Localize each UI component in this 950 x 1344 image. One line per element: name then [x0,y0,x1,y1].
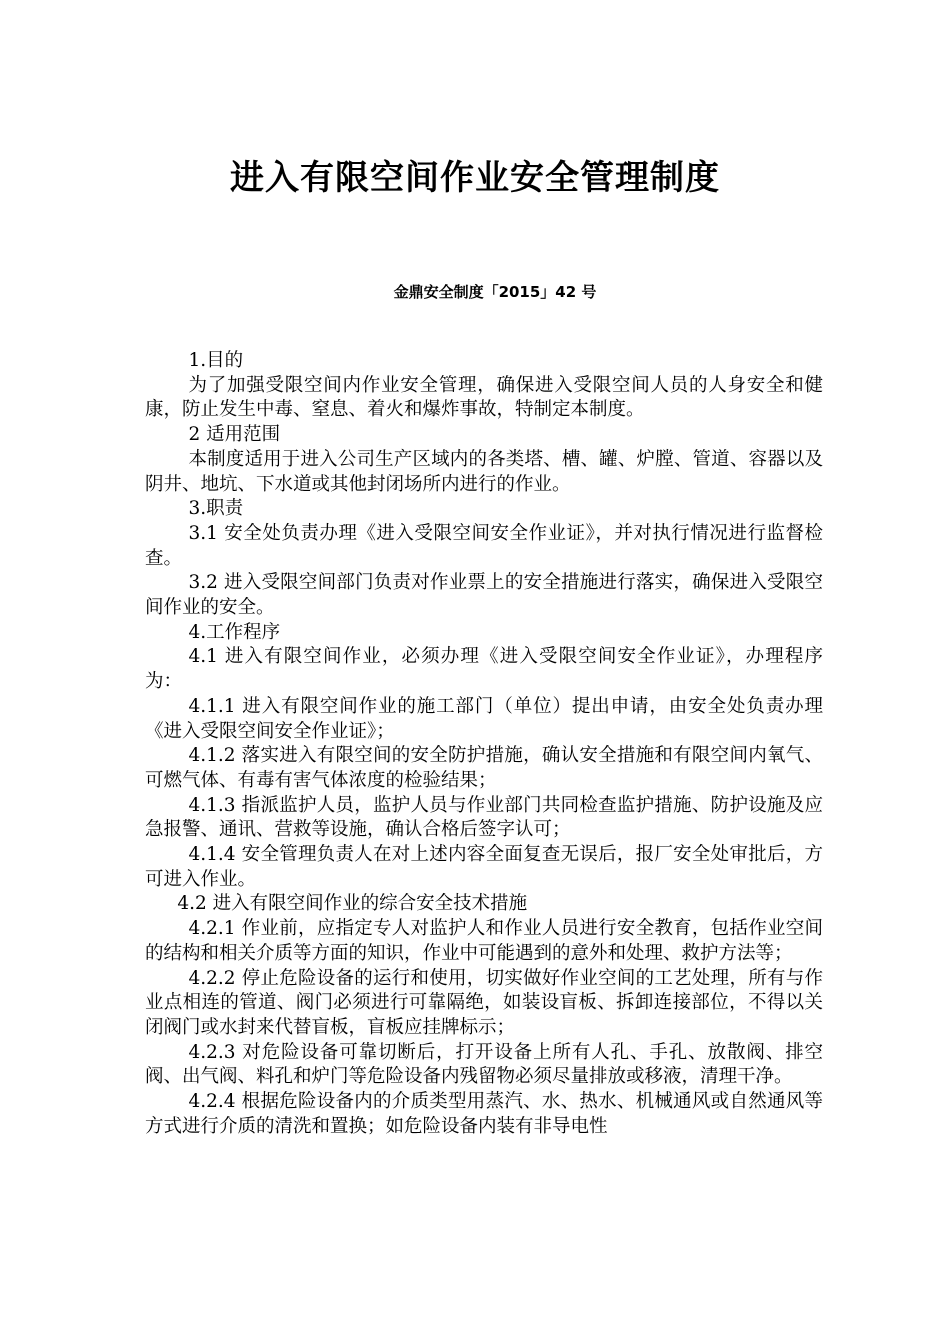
paragraph: 3.2 进入受限空间部门负责对作业票上的安全措施进行落实，确保进入受限空间作业的安全。 [145,572,823,619]
section-heading: 2 适用范围 [188,424,281,446]
paragraph: 4.1.3 指派监护人员，监护人员与作业部门共同检查监护措施、防护设施及应急报警、通讯、营救等设施，确认合格后签字认可； [145,794,823,841]
paragraph: 4.2.4 根据危险设备内的介质类型用蒸汽、水、热水、机械通风或自然通风等方式进行介质的清洗和置换；如危险设备内装有非导电性 [145,1091,823,1137]
section-heading: 1.目的 [188,350,244,371]
section-heading: 3.职责 [188,498,244,520]
document-body [145,349,823,1140]
paragraph: 4.1.4 安全管理负责人在对上述内容全面复查无误后，报厂安全处审批后，方可进入作业。 [145,844,823,890]
paragraph: 为了加强受限空间内作业安全管理，确保进入受限空间人员的人身安全和健康，防止发生中毒、窒息、着火和爆炸事故，特制定本制度。 [145,374,823,421]
subsection-heading: 4.2 进入有限空间作业的综合安全技术措施 [177,893,528,915]
paragraph: 4.2.1 作业前，应指定专人对监护人和作业人员进行安全教育，包括作业空间的结构和相关介质等方面的知识，作业中可能遇到的意外和处理、救护方法等； [145,918,823,964]
paragraph: 4.1.1 进入有限空间作业的施工部门（单位）提出申请，由安全处负责办理《进入受限空间安全作业证》； [145,695,823,742]
paragraph: 3.1 安全处负责办理《进入受限空间安全作业证》，并对执行情况进行监督检查。 [145,522,823,569]
paragraph: 4.1.2 落实进入有限空间的安全防护措施，确认安全措施和有限空间内氧气、可燃气体、有毒有害气体浓度的检验结果； [145,745,823,791]
paragraph: 4.2.2 停止危险设备的运行和使用，切实做好作业空间的工艺处理，所有与作业点相连的管道、阀门必须进行可靠隔绝，如装设盲板、拆卸连接部位，不得以关闭阀门或水封来代替盲板，盲板应挂牌标示； [145,967,823,1038]
document-number: 金鼎安全制度「2015」42 号 [393,283,597,301]
paragraph: 4.2.3 对危险设备可靠切断后，打开设备上所有人孔、手孔、放散阀、排空阀、出气阀、料孔和炉门等危险设备内残留物必须尽量排放或移液，清理干净。 [145,1041,823,1088]
section-heading: 4.工作程序 [188,621,281,643]
document-title: 进入有限空间作业安全管理制度 [230,158,720,198]
paragraph: 4.1 进入有限空间作业，必须办理《进入受限空间安全作业证》，办理程序为： [145,646,823,693]
paragraph: 本制度适用于进入公司生产区域内的各类塔、槽、罐、炉膛、管道、容器以及阴井、地坑、下水道或其他封闭场所内进行的作业。 [145,448,823,495]
